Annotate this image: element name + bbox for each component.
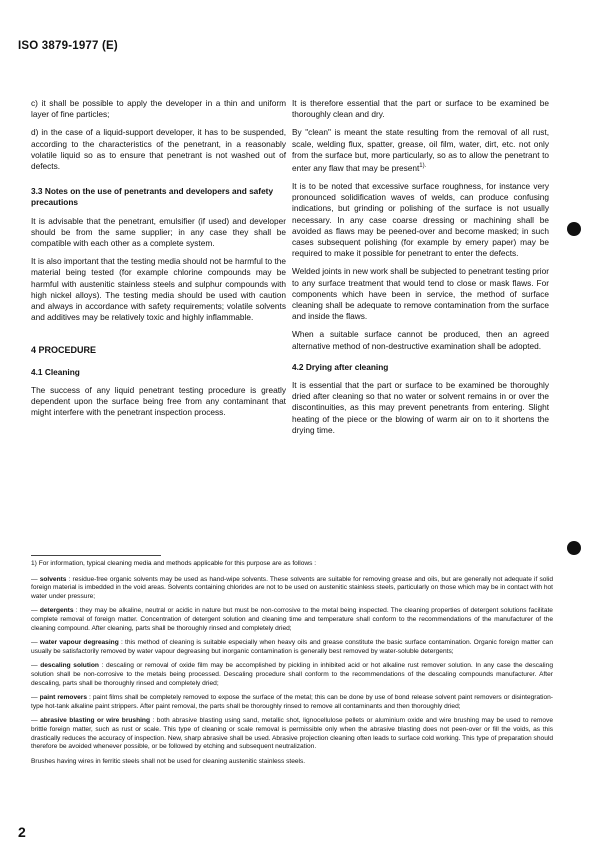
section-4-1-heading: 4.1 Cleaning — [31, 366, 80, 377]
footnote-item: — abrasive blasting or wire brushing : both abrasive blasting using sand, metallic shot, lignocellulose pellets or aluminium oxide and wire brushing may be used to remove brittle foreign matter, such as rust or scale. This type of cleaning or scale removal is permissible only when the abrasive blasting does not peen-over or fill the voids, as this drastically reduces the accuracy of inspection. New, sharp abrasive shall be used. Abrasive projection cleaning often leads to surface cold working. This type of preparation should therefore be avoided whenever possible, or be followed by etching and subsequent neutralization. — [31, 717, 554, 751]
right-paragraph-2 — [292, 127, 549, 174]
right-paragraph-1: It is therefore essential that the part or surface to be examined be thoroughly clean and dry. — [292, 98, 549, 120]
footnote-separator — [31, 555, 161, 556]
footnote-text: : they may be alkaline, neutral or acidic in nature but must be non-corrosive to the metal being inspected. The cleaning properties of detergent solutions facilitate complete removal of foreign matter. Concentration of detergent solution and cleaning time and temperature shall conform to the recommendations of the manufacturer of the cleaning compound. After cleaning, parts shall be thoroughly rinsed and completely dried; — [31, 607, 553, 632]
footnotes — [31, 560, 553, 772]
footnote-term: paint removers — [39, 694, 88, 702]
section-4-2-paragraph: It is essential that the part or surface to be examined be thoroughly dried after cleaning so that no water or solvent remains in or over the discontinuities, as this may prevent penetrants from entering. Slight heating of the piece or the blowing of warm air on to it shortens the drying time. — [292, 380, 549, 435]
footnote-item: — water vapour degreasing : this method of cleaning is suitable especially when heavy oils and grease constitute the basic surface contamination. Organic foreign matter can usually be satisfactorily removed by water vapour degreasing but inorganic contamination is generally best removed by water-soluble detergents; — [31, 639, 553, 655]
footnote-text: : paint films shall be completely removed to expose the surface of the metal; this can be done by use of bond release solvent paint removers or disintegration-type hot-tank alkaline paint strippers. After paint removal, the parts shall be thoroughly rinsed to remove all contaminants and then thoroughly dried; — [31, 694, 553, 710]
right-paragraph-2-text: By "clean" is meant the state resulting from the removal of all rust, scale, welding flux, spatter, grease, oil film, water, dirt, etc. not only from the surface but, more particularly, so as to allow the penetrant to enter any flaw that may be present — [292, 127, 549, 173]
footnote-text: : both abrasive blasting using sand, metallic shot, lignocellulose pellets or aluminium oxide and wire brushing may be used to remove brittle foreign matter, such as rust or scale. This type of cleaning or scale removal is permissible only when the abrasive blasting does not peen-over or fill the voids, as this drastically reduces the accuracy of inspection. New, sharp abrasive shall be used. Abrasive projection cleaning often leads to surface cold working. This type of preparation should therefore be avoided whenever possible, or be followed by etching and subsequent neutralization. — [31, 717, 554, 751]
footnote-text: : descaling or removal of oxide film may be accomplished by pickling in inhibited acid or hot alkaline rust remover solution. In any case the descaling solution shall be non-corrosive to the metals being processed. Descaling procedure shall conform to the recommendations of the descaling compounds manufacturer. After descaling, parts shall be thoroughly rinsed and completely dried; — [31, 662, 553, 687]
footnote-term: water vapour degreasing — [39, 639, 119, 647]
section-3-3-paragraph-2: It is also important that the testing media should not be harmful to the material being tested (for example chlorine compounds may be harmful with austenitic stainless steels and sulphur compounds with high nickel alloys). The testing media should be used with caution and always in accordance with safety requirements; volatile solvents and additives may be relatively toxic and highly inflammable. — [31, 256, 286, 323]
section-3-3-heading: 3.3 Notes on the use of penetrants and developers and safety precautions — [31, 186, 274, 208]
footnote-intro: 1) For information, typical cleaning media and methods applicable for this purpose are as follows : — [31, 560, 317, 567]
section-4-heading: 4 PROCEDURE — [31, 345, 97, 356]
right-column — [292, 98, 549, 443]
footnote-term: solvents — [39, 575, 67, 583]
footnote-text: : this method of cleaning is suitable especially when heavy oils and grease constitute the basic surface contamination. Organic foreign matter can usually be satisfactorily removed by water vapour degreasing but inorganic contamination is generally best removed by water-soluble detergents; — [31, 639, 553, 655]
section-4-1-paragraph: The success of any liquid penetrant testing procedure is greatly dependent upon the surface being free from any contaminant that might interfere with the penetrant inspection process. — [31, 384, 286, 418]
footnote-closing: Brushes having wires in ferritic steels shall not be used for cleaning austenitic stainless steels. — [31, 757, 306, 765]
right-paragraph-4: Welded joints in new work shall be subjected to penetrant testing prior to any surface treatment that would tend to close or mask flaws. For components which have been in service, the method of surface cleaning shall be adequate to remove contamination from the surface and inside the flaws. — [292, 266, 549, 322]
section-3-3-paragraph-1: It is advisable that the penetrant, emulsifier (if used) and developer should be from the same supplier; in any case they shall be compatible with each other as a complete system. — [31, 215, 286, 249]
section-4-2-heading: 4.2 Drying after cleaning — [292, 361, 389, 372]
right-paragraph-5: When a suitable surface cannot be produced, then an agreed alternative method of non-destructive examination shall be adopted. — [292, 329, 549, 351]
clause-d: d) in the case of a liquid-support developer, it has to be suspended, according to the characteristics of the penetrant, in a reasonably volatile liquid so as to ensure that penetrant is not washed out of defects. — [31, 127, 286, 172]
clause-c: c) it shall be possible to apply the developer in a thin and uniform layer of fine particles; — [31, 98, 286, 120]
footnote-text: : residue-free organic solvents may be used as hand-wipe solvents. These solvents are suitable for removing grease and oils, but are generally not adequate if solid foreign material is imbedded in the void areas. Solvents containing chlorides are not to be used on austenitic stainless steels, particularly on those which may be in contact with hot water under pressure; — [31, 575, 554, 600]
binding-hole-icon — [567, 541, 581, 555]
left-column — [31, 98, 286, 425]
footnote-item: — solvents : residue-free organic solvents may be used as hand-wipe solvents. These solvents are suitable for removing grease and oils, but are generally not adequate if solid foreign material is imbedded in the void areas. Solvents containing chlorides are not to be used on austenitic stainless steels, particularly on those which may be in contact with hot water under pressure; — [31, 575, 554, 600]
footnote-item: — descaling solution : descaling or removal of oxide film may be accomplished by pickling in inhibited acid or hot alkaline rust remover solution. In any case the descaling solution shall be non-corrosive to the metals being processed. Descaling procedure shall conform to the recommendations of the descaling compounds manufacturer. After descaling, parts shall be thoroughly rinsed and completely dried; — [31, 662, 553, 687]
binding-hole-icon — [567, 222, 581, 236]
footnote-item: — detergents : they may be alkaline, neutral or acidic in nature but must be non-corrosive to the metal being inspected. The cleaning properties of detergent solutions facilitate complete removal of foreign matter. Concentration of detergent solution and cleaning time and temperature shall conform to the recommendations of the manufacturer of the cleaning compound. After cleaning, parts shall be thoroughly rinsed and completely dried; — [31, 607, 553, 632]
footnote-term: descaling solution — [40, 662, 99, 670]
footnote-term: detergents — [39, 607, 74, 615]
right-paragraph-3: It is to be noted that excessive surface roughness, for instance very pronounced solidification waves of welds, can produce confusing indications, but grinding or polishing of the surface is not usually necessary. In any case coarse dressing or machining shall be avoided as flaws may be peened-over and become masked; in such cases subsequent polishing (for example by emery paper) may be required to make it possible for penetrant to enter the defects. — [292, 180, 549, 259]
footnote-reference[interactable]: 1). — [419, 163, 427, 170]
document-id-header: ISO 3879-1977 (E) — [18, 40, 118, 52]
page-number: 2 — [18, 824, 26, 840]
footnote-item: — paint removers : paint films shall be completely removed to expose the surface of the metal; this can be done by use of bond release solvent paint removers or disintegration-type hot-tank alkaline paint strippers. After paint removal, the parts shall be thoroughly rinsed to remove all contaminants and then thoroughly dried; — [31, 694, 553, 710]
footnote-term: abrasive blasting or wire brushing — [40, 717, 150, 725]
